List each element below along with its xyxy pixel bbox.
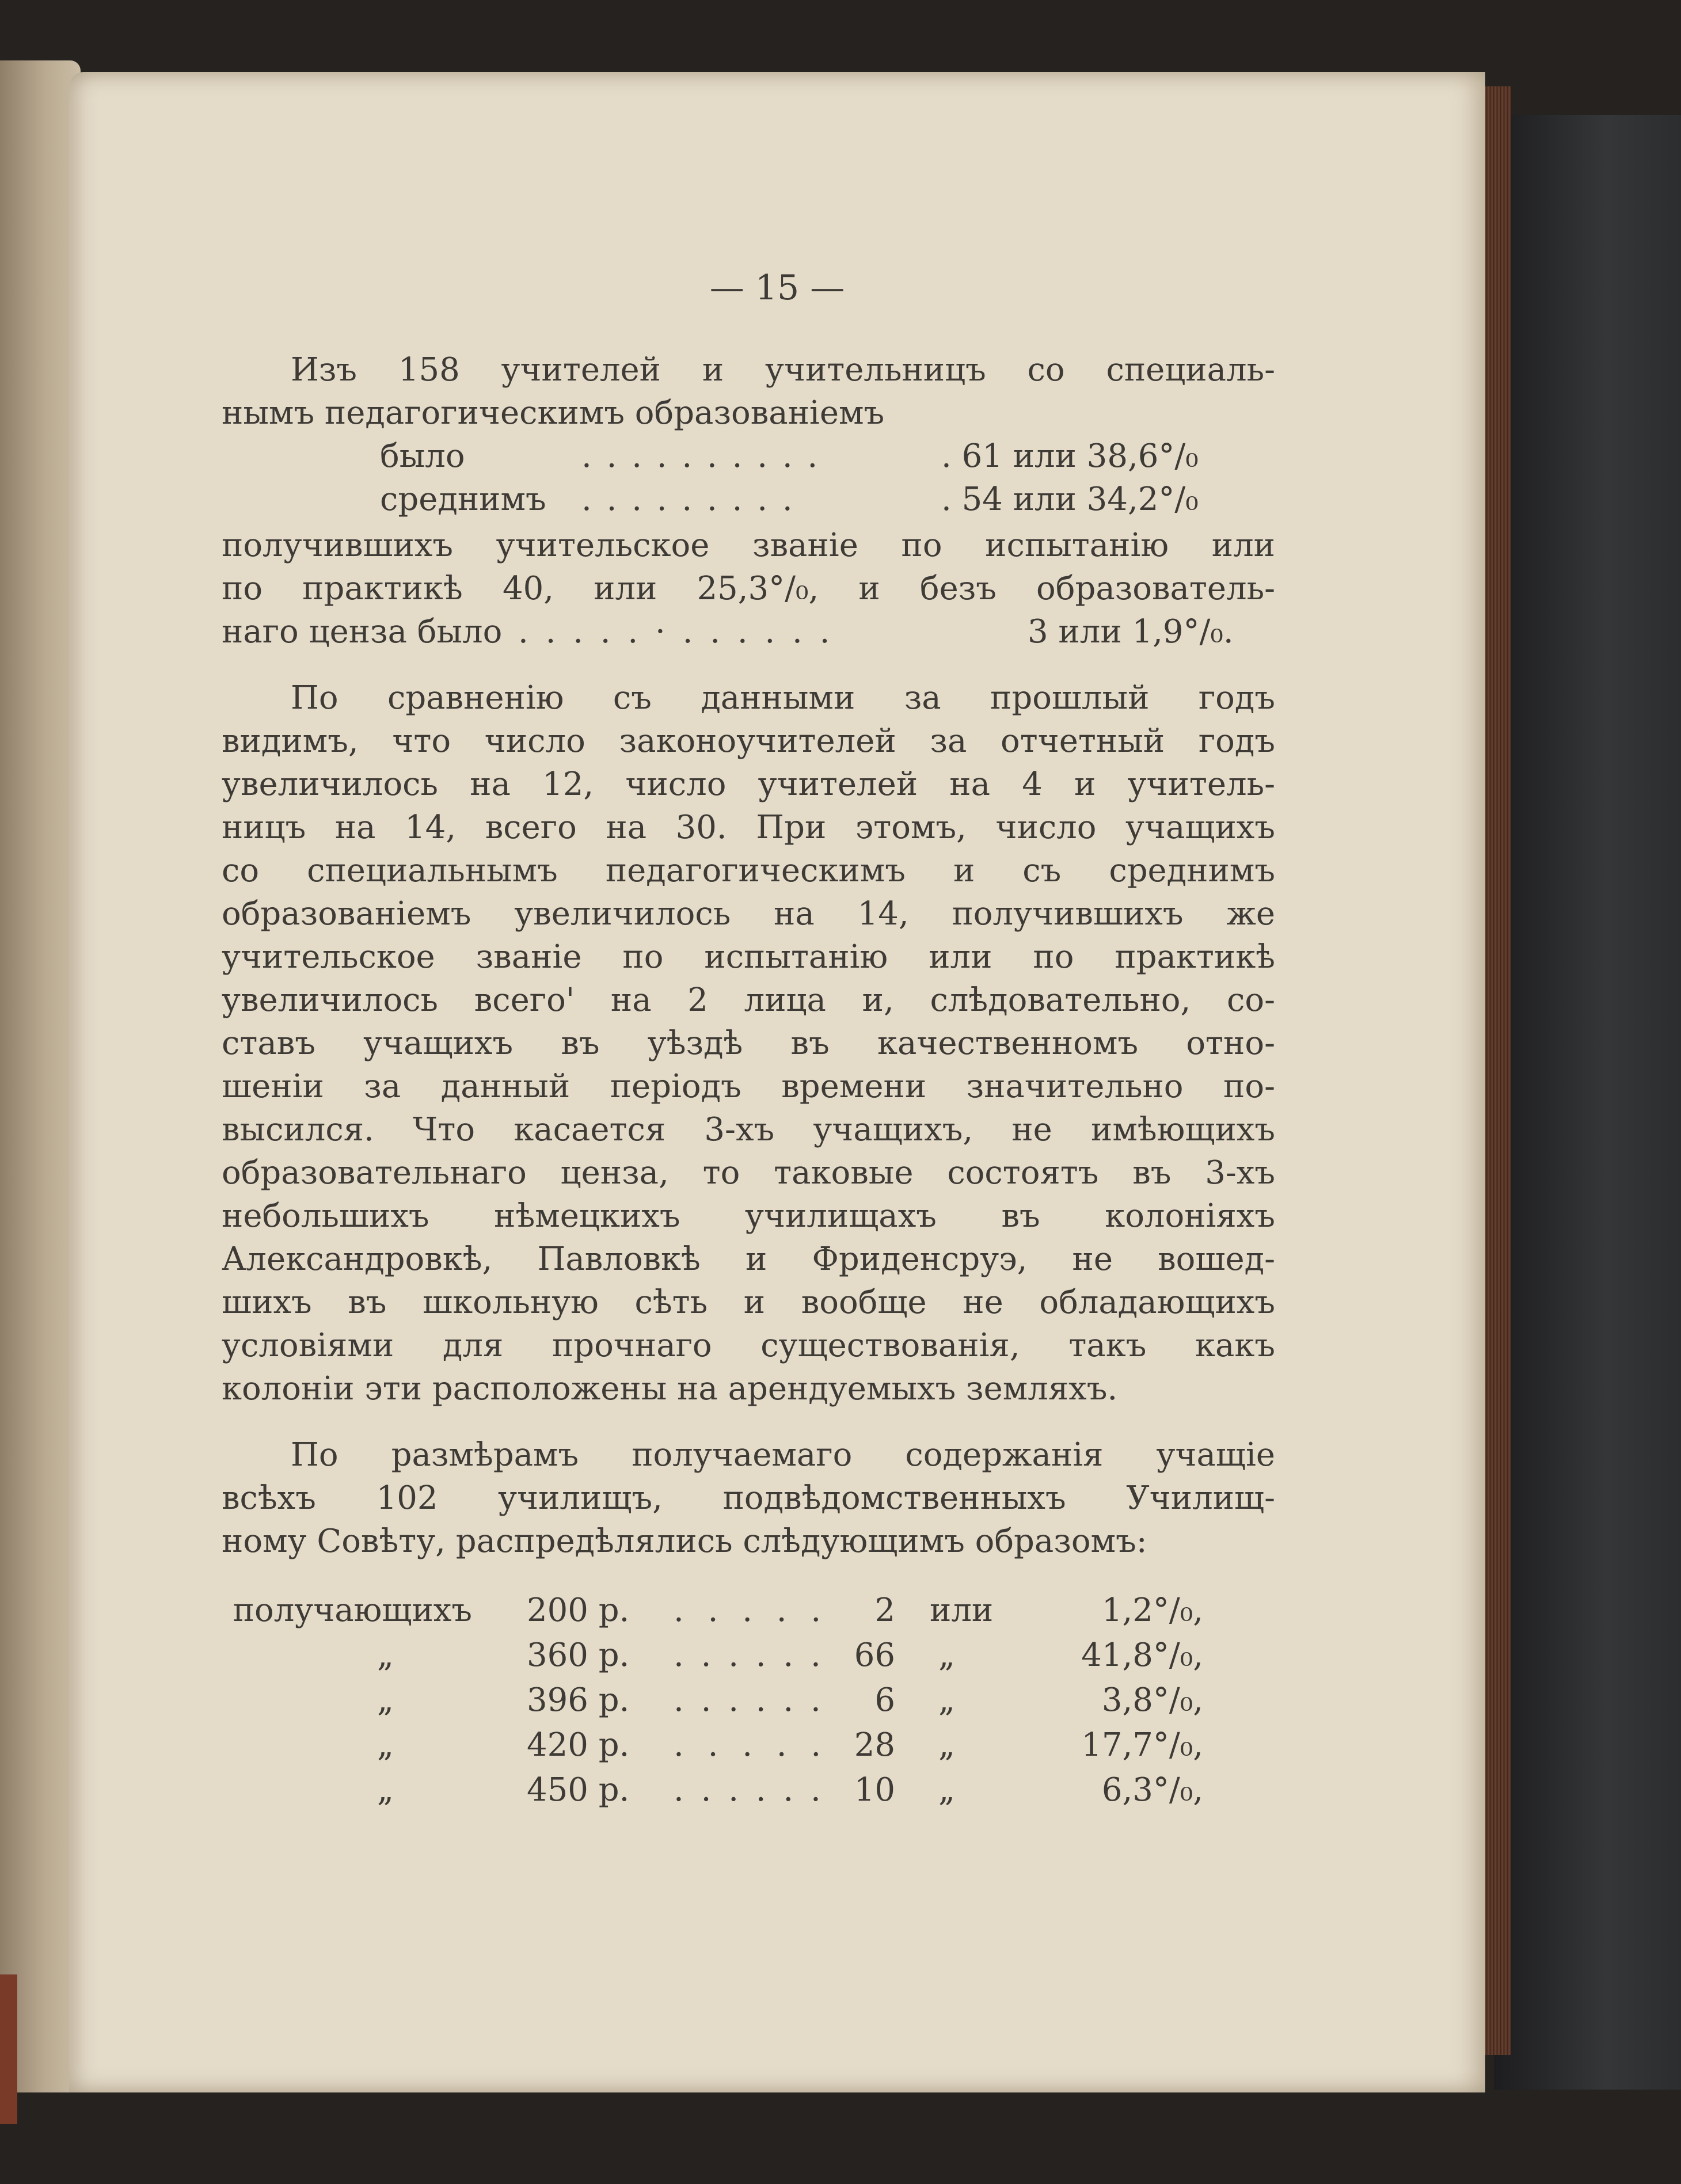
para1-line-1: Изъ 158 учителей и учительницъ со специаль- [291, 351, 1275, 389]
salary-prefix: „ [377, 1637, 394, 1674]
salary-prefix: „ [377, 1681, 394, 1719]
book-page [69, 72, 1485, 2092]
salary-count: 66 [854, 1637, 895, 1674]
para2-line-8: увеличилось всего' на 2 лица и, слѣдовательно, со- [222, 981, 1275, 1019]
salary-count: 6 [874, 1681, 895, 1719]
para3-line-3: ному Совѣту, распредѣлялись слѣдующимъ образомъ: [222, 1523, 1147, 1560]
para2-line-10: шенiи за данный перiодъ времени значительно по- [222, 1068, 1275, 1105]
salary-dots: . . . . . [674, 1726, 828, 1764]
left-cover-edge [0, 1974, 17, 2124]
para1-row-value: . 54 или 34,2°/₀ [941, 481, 1199, 518]
para2-line-6: образованiемъ увеличилось на 14, получившихъ же [222, 895, 1275, 933]
salary-percent: 6,3°/₀, [1101, 1771, 1203, 1809]
para1-row-label: было [380, 437, 465, 475]
salary-percent: 41,8°/₀, [1081, 1637, 1203, 1674]
para1-row-dots: . . . . . . . . . . [581, 437, 820, 475]
para2-line-14: Александровкѣ, Павловкѣ и Фриденсруэ, не вошед- [222, 1241, 1275, 1278]
para1-last-dots: . . . . . · . . . . . . [518, 613, 834, 650]
para2-line-1: По сравненiю съ данными за прошлый годъ [291, 679, 1275, 717]
salary-percent: 17,7°/₀, [1081, 1726, 1203, 1764]
para1-row-dots: . . . . . . . . . [581, 481, 795, 518]
para2-line-9: ставъ учащихъ въ уѣздѣ въ качественномъ отно- [222, 1025, 1275, 1062]
salary-dots: . . . . . . [674, 1771, 824, 1809]
salary-percent: 3,8°/₀, [1101, 1681, 1203, 1719]
salary-ili: „ [938, 1771, 956, 1809]
para2-line-12: образовательнаго ценза, то таковые состоятъ въ 3-хъ [222, 1154, 1275, 1192]
page-number: — 15 — [709, 268, 845, 308]
salary-ili: или [930, 1592, 994, 1629]
salary-dots: . . . . . [674, 1592, 828, 1629]
para1-row-label: среднимъ [380, 481, 546, 518]
salary-prefix: „ [377, 1771, 394, 1809]
para3-line-2: всѣхъ 102 училищъ, подвѣдомственныхъ Училищ- [222, 1479, 1275, 1517]
para2-line-2: видимъ, что число законоучителей за отчетный годъ [222, 722, 1275, 760]
salary-amount: 200 р. [527, 1592, 630, 1629]
para2-line-7: учительское званiе по испытанiю или по практикѣ [222, 938, 1275, 976]
left-page-edge [0, 60, 81, 2092]
salary-ili: „ [938, 1637, 956, 1674]
salary-amount: 420 р. [527, 1726, 630, 1764]
salary-prefix: получающихъ [233, 1592, 472, 1629]
para1-row-value: . 61 или 38,6°/₀ [941, 437, 1199, 475]
salary-amount: 450 р. [527, 1771, 630, 1809]
para2-line-11: высился. Что касается 3-хъ учащихъ, не имѣющихъ [222, 1111, 1275, 1148]
para2-line-4: ницъ на 14, всего на 30. При этомъ, число учащихъ [222, 809, 1275, 846]
salary-percent: 1,2°/₀, [1101, 1592, 1203, 1629]
para2-line-3: увеличилось на 12, число учителей на 4 и учитель- [222, 766, 1275, 803]
salary-amount: 396 р. [527, 1681, 630, 1719]
para2-last-line: колонiи эти расположены на арендуемыхъ земляхъ. [222, 1370, 1118, 1407]
salary-count: 28 [854, 1726, 895, 1764]
salary-prefix: „ [377, 1726, 394, 1764]
right-book-cover [1494, 115, 1681, 2090]
para1-line-2: нымъ педагогическимъ образованiемъ [222, 394, 885, 432]
para1-last-value: 3 или 1,9°/₀. [1028, 613, 1234, 650]
para1-tail-line-1: получившихъ учительское званiе по испытанiю или [222, 527, 1275, 564]
salary-ili: „ [938, 1681, 956, 1719]
para2-line-5: со специальнымъ педагогическимъ и съ среднимъ [222, 852, 1275, 889]
para2-line-15: шихъ въ школьную сѣть и вообще не обладающихъ [222, 1284, 1275, 1321]
salary-count: 10 [854, 1771, 895, 1809]
para2-line-16: условiями для прочнаго существованiя, такъ какъ [222, 1327, 1275, 1364]
para3-line-1: По размѣрамъ получаемаго содержанiя учащiе [291, 1436, 1275, 1474]
salary-dots: . . . . . . [674, 1681, 824, 1719]
salary-amount: 360 р. [527, 1637, 630, 1674]
para1-tail-line-2: по практикѣ 40, или 25,3°/₀, и безъ образователь- [222, 570, 1275, 607]
para2-line-13: небольшихъ нѣмецкихъ училищахъ въ колонiяхъ [222, 1197, 1275, 1235]
para1-last-label: наго ценза было [222, 613, 503, 650]
salary-dots: . . . . . . [674, 1637, 824, 1674]
salary-ili: „ [938, 1726, 956, 1764]
salary-count: 2 [874, 1592, 895, 1629]
